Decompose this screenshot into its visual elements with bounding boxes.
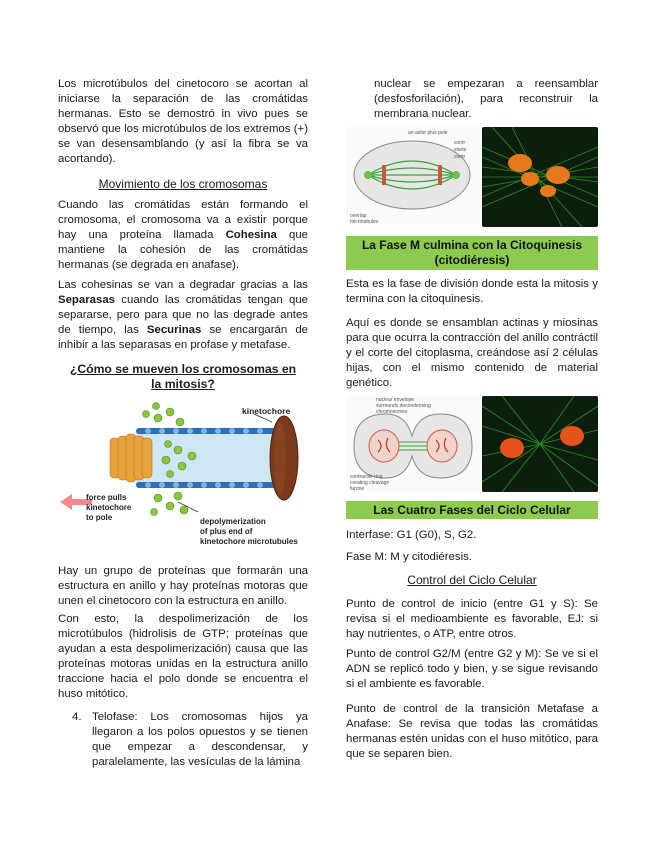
term-securinas: Securinas xyxy=(146,324,202,336)
svg-text:contr: contr xyxy=(454,154,466,160)
svg-text:contractile ring: contractile ring xyxy=(350,474,383,480)
paragraph-control-g2m: Punto de control G2/M (entre G2 y M): Se ve si el ADN se replicó todo y bien, y se sigue revisando si el ambiente es favorable. xyxy=(346,648,598,690)
paragraph-despolimerizacion: Con esto, la despolimerización de los microtúbulos (hidrolisis de GTP; proteínas que ayudan a esta despolimerización) causa que las proteínas motoras unidas en la estructura anillo traccione hacia el polo donde se encuentra el huso mitótico. xyxy=(58,613,308,700)
heading-como-se-mueven: ¿Cómo se mueven los cromosomas en la mitosis? xyxy=(69,362,297,391)
svg-text:creating cleavage: creating cleavage xyxy=(350,480,390,486)
svg-text:contr: contr xyxy=(454,140,466,146)
label-force-2: kinetochore xyxy=(86,503,132,512)
svg-text:overlap: overlap xyxy=(350,213,367,219)
list-text-telofase: Telofase: Los cromosomas hijos ya llegaron a los polos opuestos y se tienen que empezar a descondensar, y paralelamente, las vesículas de la lámina xyxy=(92,711,308,768)
svg-text:furrow: furrow xyxy=(350,486,364,492)
heading-cuatro-fases: Las Cuatro Fases del Ciclo Celular xyxy=(346,501,598,519)
paragraph-control-inicio: Punto de control de inicio (entre G1 y S): Se revisa si el medioambiente es favorable, EJ: si hay nutrientes, o ATP, entre otros. xyxy=(346,598,598,640)
text-interfase: Interfase: G1 (G0), S, G2. xyxy=(346,529,477,541)
svg-text:microtubules: microtubules xyxy=(350,219,379,225)
cytokinesis-diagram xyxy=(346,396,480,492)
paragraph-nuclear-cont: nuclear se empezaran a reensamblar (desfosforilación), para reconstruir la membrana nuclear. xyxy=(374,78,598,120)
svg-text:starts: starts xyxy=(454,147,467,153)
paragraph-anillo: Hay un grupo de proteínas que formarán una estructura en anillo y hay proteínas motoras que unen el cinetocoro con la estructura en anillo. xyxy=(58,565,308,607)
svg-text:surrounds decondensing: surrounds decondensing xyxy=(376,403,431,409)
heading-control: Control del Ciclo Celular xyxy=(407,573,537,587)
paragraph-division: Esta es la fase de división donde esta la mitosis y termina con la citoquinesis. xyxy=(346,278,598,305)
svg-text:an aster plus pole: an aster plus pole xyxy=(408,130,448,136)
list-number: 4. xyxy=(72,711,82,723)
label-force-3: to pole xyxy=(86,513,113,522)
paragraph-separasas: Las cohesinas se van a degradar gracias a las Separasas cuando las cromátidas tengan que separarse, pero para que no las degrade antes de tiempo, las Securinas se encargarán de inhibir a las separasas en profase y metafase. xyxy=(58,279,309,351)
label-depol-2: of plus end of xyxy=(200,527,253,536)
text-fase-m: Fase M: M y citodiéresis. xyxy=(346,551,472,563)
paragraph-cohesina: Cuando las cromátidas están formando el cromosoma, el cromosoma va a existir porque hay una proteína llamada Cohesina que mantiene la cohesión de las cromátidas hermanas (se degrada en anafase). xyxy=(58,199,308,271)
paragraph-control-metafase: Punto de control de la transición Metafase a Anafase: Se revisa que todas las cromátidas hermanas estén unidas con el huso mitótico, para que se separen bien. xyxy=(346,703,598,760)
heading-movimiento: Movimiento de los cromosomas xyxy=(98,177,268,191)
anaphase-micrograph xyxy=(482,127,598,227)
microtubule-tube xyxy=(136,430,276,486)
term-cohesina: Cohesina xyxy=(225,229,277,241)
kinetochore-figure xyxy=(58,400,308,555)
label-depol-1: depolymerization xyxy=(200,517,266,526)
label-depol-3: kinetochore microtubules xyxy=(200,537,298,546)
label-kinetochore: kinetochore xyxy=(242,406,291,416)
svg-text:chromosomes: chromosomes xyxy=(376,409,408,415)
term-separasas: Separasas xyxy=(58,294,115,306)
paragraph-actinas: Aquí es donde se ensamblan actinas y miosinas para que ocurra la contracción del anillo contráctil y el corte del citoplasma, creándose así 2 células hijas, con el mismo contenido de material genético. xyxy=(346,317,598,389)
anaphase-diagram xyxy=(346,127,480,227)
paragraph-microtubulos: Los microtúbulos del cinetocoro se acortan al iniciarse la separación de las cromátidas hermanas. Esto se demostró in vivo pues se observó que los microtúbulos de los extremos (+) se van desensamblando (y así la fibra se va acortando). xyxy=(58,78,308,165)
cytokinesis-micrograph xyxy=(482,396,598,492)
svg-text:nuclear envelope: nuclear envelope xyxy=(376,397,415,403)
heading-fase-m: La Fase M culmina con la Citoquinesis (citodiéresis) xyxy=(346,236,598,270)
label-force-1: force pulls xyxy=(86,493,127,502)
